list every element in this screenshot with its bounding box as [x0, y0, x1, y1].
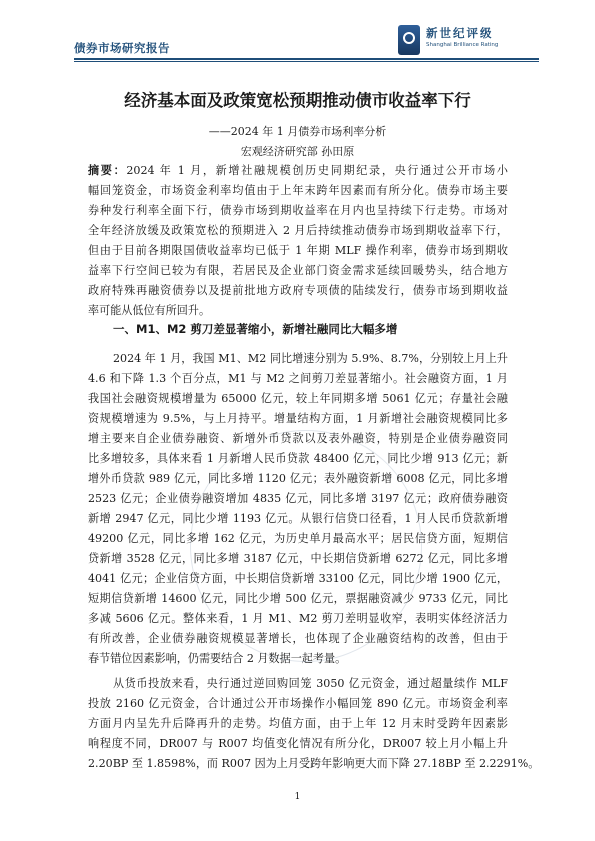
report-title: 经济基本面及政策宽松预期推动债市收益率下行: [124, 91, 471, 110]
logo-english-name: Shanghai Brilliance Rating: [426, 42, 499, 48]
company-logo: [398, 22, 538, 62]
body-line: 2523 亿元；企业债券融资增加 4835 亿元，同比多增 3197 亿元；政府债券融资: [88, 492, 508, 505]
section-heading: 一、M1、M2 剪刀差显著缩小，新增社融同比大幅多增: [113, 322, 398, 336]
body-line: 2024 年 1 月，我国 M1、M2 同比增速分别为 5.9%、8.7%，分别较上月上升: [113, 352, 508, 365]
body-line: 多减 5606 亿元。整体来看，1 月 M1、M2 剪刀差明显收窄，表明实体经济活力: [88, 612, 508, 625]
abstract-line: 政府特殊再融资债券以及提前批地方政府专项债的陆续发行，债券市场到期收益: [88, 284, 508, 297]
page-number: 1: [294, 792, 301, 802]
abstract-line: 券种发行利率全面下行，债券市场到期收益率在月内也呈持续下行走势。市场对: [88, 204, 508, 217]
abstract-line: 但由于目前各期限国债收益率均已低于 1 年期 MLF 操作利率，债券市场到期收: [88, 244, 508, 257]
body-line: 春节错位因素影响，仍需要结合 2 月数据一起考量。: [88, 652, 347, 665]
report-subtitle: ——2024 年 1 月债券市场利率分析: [208, 125, 387, 138]
body-line: 比多增较多，具体来看 1 月新增人民币贷款 48400 亿元，同比少增 913 亿元；新: [88, 452, 508, 465]
abstract-line: 全年经济放缓及政策宽松的预期进入 2 月后持续推动债券市场到期收益率下行，: [88, 224, 508, 237]
body-line: 投放 2160 亿元资金，合计通过公开市场操作小幅回笼 890 亿元。市场资金利率: [88, 697, 508, 710]
report-author: 宏观经济研究部 孙田原: [240, 145, 355, 158]
body-line: 方面月内呈先升后降再升的走势。均值方面，由于上年 12 月末时受跨年因素影: [88, 717, 508, 730]
logo-emblem-icon: [398, 25, 420, 55]
abstract-line: 益率下行空间已较为有限，若居民及企业部门资金需求延续回暖势头，结合地方: [88, 264, 508, 277]
body-line: 响程度不同，DR007 与 R007 均值变化情况有所分化，DR007 较上月小幅上升: [88, 737, 508, 750]
abstract-line: 摘要：2024 年 1 月，新增社融规模创历史同期纪录，央行通过公开市场小: [88, 164, 508, 177]
body-line: 49200 亿元，同比多增 162 亿元，为历史单月最高水平；居民信贷方面，短期信: [88, 532, 508, 545]
body-line: 新增 2947 亿元，同比少增 1193 亿元。从银行信贷口径看，1 月人民币贷款新增: [88, 512, 508, 525]
body-line: 4.6 和下降 1.3 个百分点，M1 与 M2 之间剪刀差显著缩小。社会融资方面，1 月: [88, 372, 508, 385]
body-line: 我国社会融资规模增量为 65000 亿元，较上年同期多增 5061 亿元；存量社会融: [88, 392, 508, 405]
report-series-title: 债券市场研究报告: [74, 41, 170, 55]
header-divider-thin: [74, 61, 539, 62]
body-line: 贷新增 3528 亿元，同比多增 3187 亿元，中长期信贷新增 6272 亿元，同比多增: [88, 552, 508, 565]
body-line: 4041 亿元；企业信贷方面，中长期信贷新增 33100 亿元，同比少增 1900 亿元，: [88, 572, 508, 585]
body-line: 增外币贷款 989 亿元，同比多增 1120 亿元；表外融资新增 6008 亿元，同比多增: [88, 472, 508, 485]
abstract-label: 摘要：: [88, 164, 127, 177]
abstract-line: 率可能从低位有所回升。: [88, 304, 211, 317]
body-line: 2.20BP 至 1.8598%，而 R007 因为上月受跨年影响更大而下降 27.18BP 至 2.2291%。: [88, 757, 540, 770]
body-line: 短期信贷新增 14600 亿元，同比少增 500 亿元，票据融资减少 9733 亿元，同比: [88, 592, 508, 605]
logo-chinese-name: 新世纪评级: [426, 26, 494, 40]
body-line: 增主要来自企业债券融资、新增外币贷款以及表外融资，特别是企业债券融资同: [88, 432, 508, 445]
body-line: 有所改善，企业债券融资规模显著增长，也体现了企业融资结构的改善，但由于: [88, 632, 508, 645]
body-line: 从货币投放来看，央行通过逆回购回笼 3050 亿元资金，通过超量续作 MLF: [113, 677, 508, 690]
abstract-line: 幅回笼资金，市场资金利率均值由于上年末跨年因素而有所分化。债券市场主要: [88, 184, 508, 197]
body-line: 资规模增速为 9.5%，与上月持平。增量结构方面，1 月新增社会融资规模同比多: [88, 412, 508, 425]
header-divider: [74, 58, 539, 60]
